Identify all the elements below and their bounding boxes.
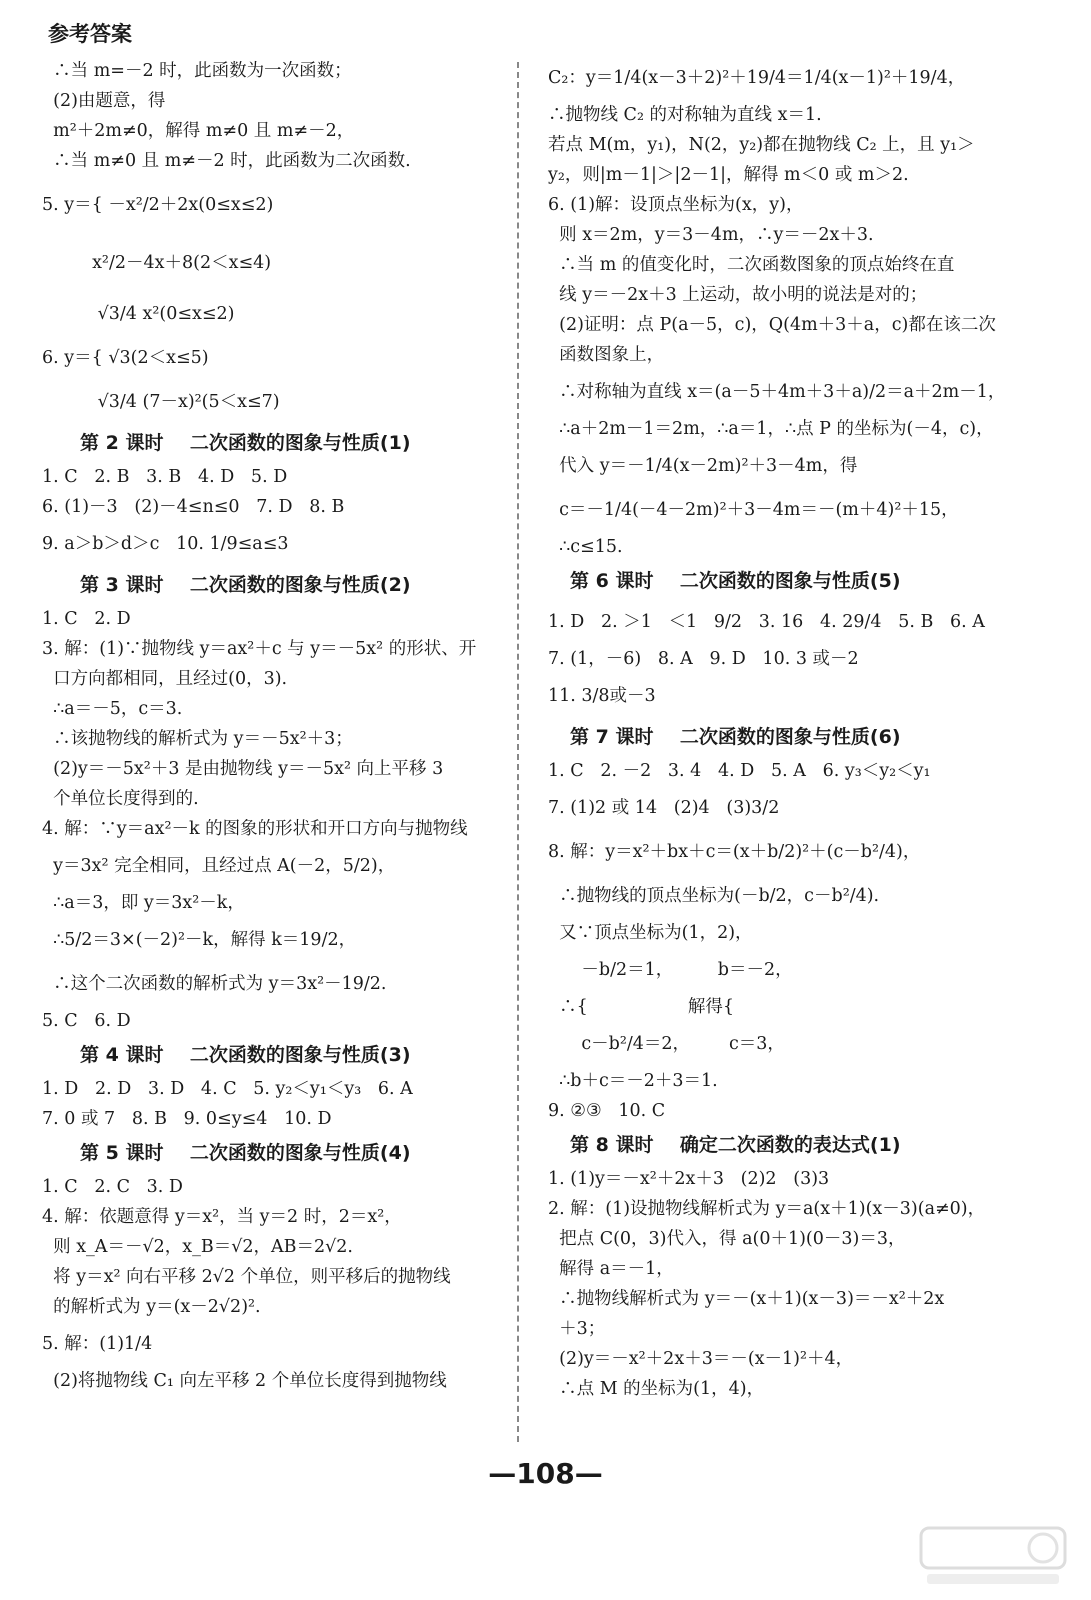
answer-line: (2)证明：点 P(a－5，c)，Q(4m＋3＋a，c)都在该二次 — [548, 315, 996, 335]
answer-line: 7. (1，－6) 8. A 9. D 10. 3 或－2 — [548, 649, 859, 669]
answer-line: 的解析式为 y＝(x－2√2)². — [42, 1297, 261, 1317]
page-header-title: 参考答案 — [48, 22, 132, 46]
answer-line: 6. y＝{ √3(2＜x≤5) — [42, 348, 209, 368]
answer-line: 将 y＝x² 向右平移 2√2 个单位，则平移后的抛物线 — [42, 1267, 451, 1287]
answer-line: m²＋2m≠0，解得 m≠0 且 m≠－2， — [42, 121, 355, 141]
answer-line: √3/4 (7－x)²(5＜x≤7) — [42, 392, 280, 412]
answer-line: 1. (1)y＝－x²＋2x＋3 (2)2 (3)3 — [548, 1169, 830, 1189]
answer-line: 1. C 2. D — [42, 609, 131, 629]
answer-line: ∴当 m 的值变化时，二次函数图象的顶点始终在直 — [548, 255, 955, 275]
answer-line: ∴a＝－5，c＝3. — [42, 699, 183, 719]
answer-line: 4. 解：∵y＝ax²－k 的图象的形状和开口方向与抛物线 — [42, 819, 468, 839]
answer-line: 9. ②③ 10. C — [548, 1101, 666, 1121]
answer-line: 代入 y＝－1/4(x－2m)²＋3－4m，得 — [548, 456, 858, 476]
answer-line: ∴该抛物线的解析式为 y＝－5x²＋3； — [42, 729, 353, 749]
page-number: —108— — [488, 1457, 603, 1490]
answer-line: ∴当 m=－2 时，此函数为一次函数； — [42, 61, 352, 81]
answer-line: 个单位长度得到的. — [42, 789, 199, 809]
answer-line: 8. 解：y＝x²＋bx＋c＝(x＋b/2)²＋(c－b²/4)， — [548, 842, 921, 862]
lesson-heading: 第 6 课时 二次函数的图象与性质(5) — [570, 570, 901, 592]
answer-line: －b/2＝1， b＝－2， — [548, 960, 793, 980]
answer-line: (2)由题意，得 — [42, 91, 166, 111]
answer-line: 2. 解：(1)设抛物线解析式为 y＝a(x＋1)(x－3)(a≠0)， — [548, 1199, 986, 1219]
answer-line: 1. C 2. －2 3. 4 4. D 5. A 6. y₃＜y₂＜y₁ — [548, 761, 931, 781]
answer-line: 9. a＞b＞d＞c 10. 1/9≤a≤3 — [42, 534, 289, 554]
answer-line: 6. (1)解：设顶点坐标为(x，y)， — [548, 195, 804, 215]
answer-line: 5. C 6. D — [42, 1011, 131, 1031]
answer-line: C₂：y＝1/4(x－3＋2)²＋19/4＝1/4(x－1)²＋19/4， — [548, 68, 966, 88]
answer-column-right — [548, 56, 1006, 1404]
answer-line: (2)y＝－x²＋2x＋3＝－(x－1)²＋4， — [548, 1349, 854, 1369]
answer-line: √3/4 x²(0≤x≤2) — [42, 304, 235, 324]
lesson-heading: 第 7 课时 二次函数的图象与性质(6) — [570, 726, 901, 748]
answer-line: y＝3x² 完全相同，且经过点 A(－2，5/2)， — [42, 856, 396, 876]
answer-line: ∴抛物线的顶点坐标为(－b/2，c－b²/4). — [548, 886, 880, 906]
lesson-heading: 第 2 课时 二次函数的图象与性质(1) — [80, 432, 411, 454]
watermark-logo — [913, 1522, 1073, 1592]
answer-line: 3. 解：(1)∵抛物线 y＝ax²＋c 与 y＝－5x² 的形状、开 — [42, 639, 477, 659]
answer-line: 函数图象上， — [548, 345, 665, 365]
answer-line: 7. (1)2 或 14 (2)4 (3)3/2 — [548, 798, 780, 818]
answer-line: ∴点 M 的坐标为(1，4)， — [548, 1379, 765, 1399]
answer-line: 1. C 2. B 3. B 4. D 5. D — [42, 467, 288, 487]
answer-line: 1. C 2. C 3. D — [42, 1177, 183, 1197]
lesson-heading: 第 8 课时 确定二次函数的表达式(1) — [570, 1134, 901, 1156]
answer-line: 4. 解：依题意得 y＝x²，当 y＝2 时，2＝x²， — [42, 1207, 402, 1227]
lesson-heading: 第 4 课时 二次函数的图象与性质(3) — [80, 1044, 411, 1066]
answer-line: ∴抛物线解析式为 y＝－(x＋1)(x－3)＝－x²＋2x — [548, 1289, 945, 1309]
answer-line: ∴c≤15. — [548, 537, 623, 557]
answer-line: ∴b＋c＝－2＋3＝1. — [548, 1071, 718, 1091]
column-divider — [517, 62, 519, 1442]
answer-line: c＝－1/4(－4－2m)²＋3－4m＝－(m＋4)²＋15， — [548, 500, 959, 520]
lesson-heading: 第 3 课时 二次函数的图象与性质(2) — [80, 574, 411, 596]
answer-column-left — [42, 56, 522, 1396]
answer-line: 线 y＝－2x＋3 上运动，故小明的说法是对的； — [548, 285, 928, 305]
answer-line: (2)y＝－5x²＋3 是由抛物线 y＝－5x² 向上平移 3 — [42, 759, 444, 779]
answer-line: 把点 C(0，3)代入，得 a(0＋1)(0－3)＝3， — [548, 1229, 906, 1249]
answer-line: ∴当 m≠0 且 m≠－2 时，此函数为二次函数. — [42, 151, 411, 171]
answer-line: ∴a＝3，即 y＝3x²－k， — [42, 893, 245, 913]
answer-line: ∴5/2＝3×(－2)²－k，解得 k＝19/2， — [42, 930, 357, 950]
answer-line: 5. y＝{ －x²/2＋2x(0≤x≤2) — [42, 195, 274, 215]
answer-line: 则 x＝2m，y＝3－4m，∴y＝－2x＋3. — [548, 225, 874, 245]
answer-line: 则 x_A＝－√2，x_B＝√2，AB＝2√2. — [42, 1237, 353, 1257]
answer-line: ∴a＋2m－1＝2m，∴a＝1，∴点 P 的坐标为(－4，c)， — [548, 419, 994, 439]
answer-line: 7. 0 或 7 8. B 9. 0≤y≤4 10. D — [42, 1109, 332, 1129]
answer-line: 口方向都相同，且经过(0，3). — [42, 669, 288, 689]
answer-line: ∴抛物线 C₂ 的对称轴为直线 x＝1. — [548, 105, 822, 125]
answer-line: y₂，则|m－1|＞|2－1|，解得 m＜0 或 m＞2. — [548, 165, 909, 185]
answer-line: ∴对称轴为直线 x＝(a－5＋4m＋3＋a)/2＝a＋2m－1， — [548, 382, 1006, 402]
answer-line: 6. (1)－3 (2)－4≤n≤0 7. D 8. B — [42, 497, 345, 517]
answer-line: ∴{ 解得{ — [548, 997, 735, 1017]
answer-line: 1. D 2. D 3. D 4. C 5. y₂＜y₁＜y₃ 6. A — [42, 1079, 413, 1099]
answer-line: ∴这个二次函数的解析式为 y＝3x²－19/2. — [42, 974, 387, 994]
answer-line: x²/2－4x＋8(2＜x≤4) — [42, 253, 272, 273]
answer-line: (2)将抛物线 C₁ 向左平移 2 个单位长度得到抛物线 — [42, 1371, 447, 1391]
answer-line: 5. 解：(1)1/4 — [42, 1334, 153, 1354]
answer-line: 又∵顶点坐标为(1，2)， — [548, 923, 753, 943]
answer-line: c－b²/4＝2， c＝3， — [548, 1034, 785, 1054]
lesson-heading: 第 5 课时 二次函数的图象与性质(4) — [80, 1142, 411, 1164]
answer-line: 1. D 2. ＞1 ＜1 9/2 3. 16 4. 29/4 5. B 6. A — [548, 612, 985, 632]
answer-line: ＋3； — [548, 1319, 606, 1339]
answer-line: 若点 M(m，y₁)，N(2，y₂)都在抛物线 C₂ 上，且 y₁＞ — [548, 135, 975, 155]
answer-line: 解得 a＝－1， — [548, 1259, 674, 1279]
answer-line: 11. 3/8或－3 — [548, 686, 656, 706]
